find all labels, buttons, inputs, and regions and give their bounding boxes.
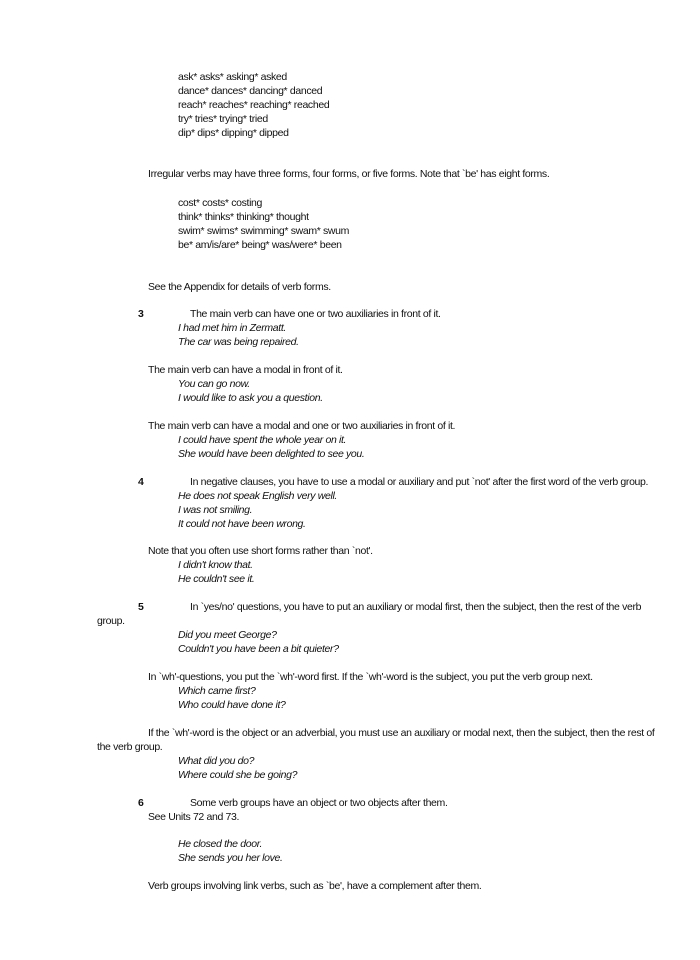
example-sentence: Who could have done it? <box>178 699 286 711</box>
example-sentence: I didn't know that. <box>178 559 253 571</box>
irregular-form-line: be* am/is/are* being* was/were* been <box>178 239 342 251</box>
example-sentence: You can go now. <box>178 378 250 390</box>
section-number: 6 <box>138 797 144 809</box>
example-sentence: What did you do? <box>178 755 255 767</box>
example-sentence: She would have been delighted to see you. <box>178 448 365 460</box>
section-number: 3 <box>138 308 144 320</box>
example-sentence: It could not have been wrong. <box>178 518 306 530</box>
appendix-note: See the Appendix for details of verb forms. <box>148 281 331 293</box>
example-sentence: He closed the door. <box>178 838 263 850</box>
paragraph: If the `wh'-word is the object or an adverbial, you must use an auxiliary or modal next, then the subject, then the rest of <box>148 727 655 739</box>
example-sentence: The car was being repaired. <box>178 336 299 348</box>
paragraph: Verb groups involving link verbs, such as `be', have a complement after them. <box>148 880 482 892</box>
paragraph: The main verb can have a modal and one or two auxiliaries in front of it. <box>148 420 456 432</box>
example-sentence: I was not smiling. <box>178 504 253 516</box>
regular-form-line: ask* asks* asking* asked <box>178 71 287 83</box>
paragraph-continuation: group. <box>97 615 125 627</box>
regular-form-line: dance* dances* dancing* danced <box>178 85 323 97</box>
cross-reference: See Units 72 and 73. <box>148 811 240 823</box>
section-number: 5 <box>138 601 144 613</box>
paragraph: The main verb can have a modal in front of it. <box>148 364 343 376</box>
paragraph: The main verb can have one or two auxiliaries in front of it. <box>190 308 441 320</box>
example-sentence: I could have spent the whole year on it. <box>178 434 347 446</box>
example-sentence: I had met him in Zermatt. <box>178 322 286 334</box>
paragraph: Some verb groups have an object or two objects after them. <box>190 797 448 809</box>
example-sentence: Which came first? <box>178 685 256 697</box>
example-sentence: He does not speak English very well. <box>178 490 337 502</box>
example-sentence: Did you meet George? <box>178 629 277 641</box>
irregular-form-line: think* thinks* thinking* thought <box>178 211 309 223</box>
irregular-intro: Irregular verbs may have three forms, four forms, or five forms. Note that `be' has eight forms. <box>148 168 550 180</box>
paragraph: Note that you often use short forms rather than `not'. <box>148 545 373 557</box>
paragraph: In negative clauses, you have to use a modal or auxiliary and put `not' after the first word of the verb group. <box>190 476 649 488</box>
paragraph-continuation: the verb group. <box>97 741 163 753</box>
example-sentence: Where could she be going? <box>178 769 298 781</box>
irregular-form-line: swim* swims* swimming* swam* swum <box>178 225 350 237</box>
example-sentence: She sends you her love. <box>178 852 283 864</box>
regular-form-line: reach* reaches* reaching* reached <box>178 99 330 111</box>
regular-form-line: dip* dips* dipping* dipped <box>178 127 289 139</box>
paragraph: In `wh'-questions, you put the `wh'-word first. If the `wh'-word is the subject, you put the verb group next. <box>148 671 593 683</box>
example-sentence: He couldn't see it. <box>178 573 255 585</box>
irregular-form-line: cost* costs* costing <box>178 197 263 209</box>
regular-form-line: try* tries* trying* tried <box>178 113 268 125</box>
section-number: 4 <box>138 476 144 488</box>
paragraph: In `yes/no' questions, you have to put an auxiliary or modal first, then the subject, then the rest of the verb <box>190 601 642 613</box>
example-sentence: Couldn't you have been a bit quieter? <box>178 643 339 655</box>
example-sentence: I would like to ask you a question. <box>178 392 323 404</box>
